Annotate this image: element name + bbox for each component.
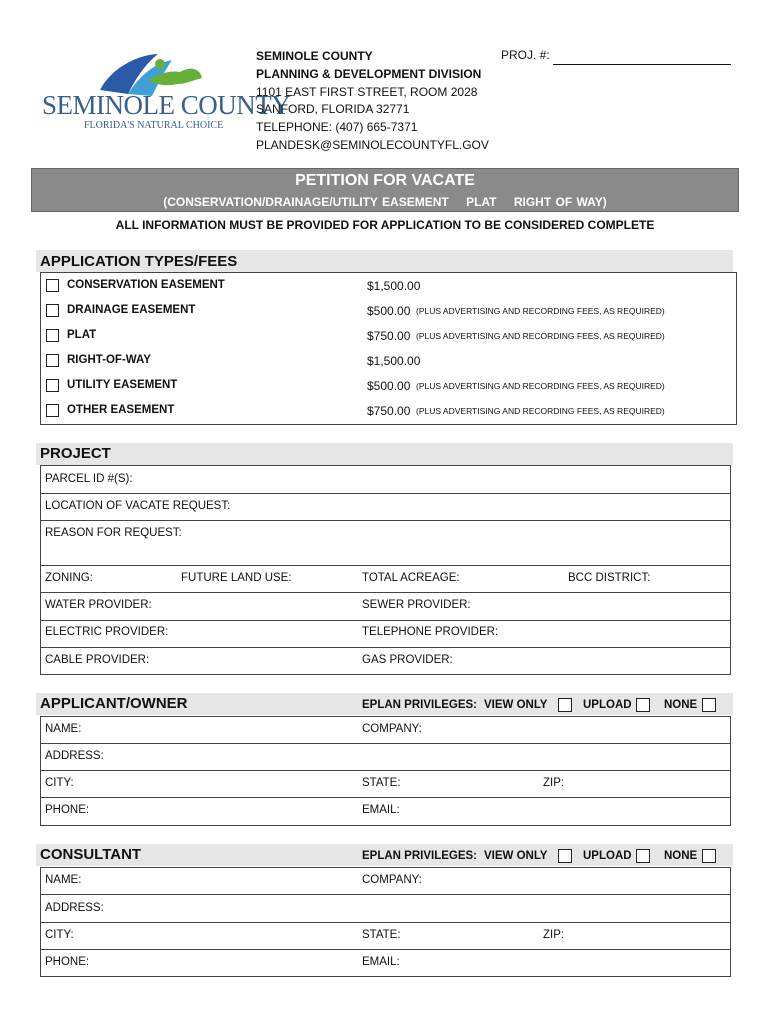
application-type-row [44, 278, 724, 296]
consultant-none-checkbox[interactable] [702, 849, 716, 863]
zoning-field[interactable]: ZONING: [45, 572, 93, 584]
applicant-section-title: APPLICANT/OWNER [40, 695, 188, 712]
consultant-phone-field[interactable]: PHONE: [45, 956, 90, 968]
divider [40, 647, 731, 648]
application-type-name: CONSERVATION EASEMENT [67, 279, 225, 291]
applicant-address-field[interactable]: ADDRESS: [45, 750, 104, 762]
project-section-title: PROJECT [40, 445, 111, 462]
application-section-title: APPLICATION TYPES/FEES [40, 253, 238, 270]
consultant-name-field[interactable]: NAME: [45, 874, 82, 886]
application-type-fee-note: (PLUS ADVERTISING AND RECORDING FEES, AS REQUIRED) [416, 406, 665, 416]
application-type-name: PLAT [67, 329, 97, 341]
divider [40, 922, 731, 923]
org-phone: TELEPHONE: (407) 665-7371 [256, 120, 418, 134]
application-type-checkbox[interactable] [46, 329, 59, 342]
consultant-upload-label: UPLOAD [583, 850, 632, 862]
application-type-row [44, 328, 724, 346]
seminole-county-logo [40, 50, 291, 140]
applicant-zip-field[interactable]: ZIP: [543, 777, 565, 789]
applicant-none-checkbox[interactable] [702, 698, 716, 712]
consultant-view-only-checkbox[interactable] [558, 849, 572, 863]
applicant-name-field[interactable]: NAME: [45, 723, 82, 735]
consultant-email-field[interactable]: EMAIL: [362, 956, 400, 968]
application-type-fee: $750.00 [367, 329, 411, 343]
org-email: PLANDESK@SEMINOLECOUNTYFL.GOV [256, 138, 489, 152]
application-type-fee: $500.00 [367, 304, 411, 318]
application-type-fee: $1,500.00 [367, 354, 421, 368]
cable-provider-field[interactable]: CABLE PROVIDER: [45, 654, 150, 666]
consultant-address-field[interactable]: ADDRESS: [45, 902, 104, 914]
application-type-fee: $500.00 [367, 379, 411, 393]
application-type-name: UTILITY EASEMENT [67, 379, 178, 391]
applicant-view-only-label: VIEW ONLY [484, 699, 548, 711]
application-type-checkbox[interactable] [46, 354, 59, 367]
divider [40, 894, 731, 895]
applicant-phone-field[interactable]: PHONE: [45, 804, 90, 816]
consultant-section-title: CONSULTANT [40, 846, 142, 863]
divider [40, 797, 731, 798]
address-line-1: 1101 EAST FIRST STREET, ROOM 2028 [256, 85, 478, 99]
applicant-upload-label: UPLOAD [583, 699, 632, 711]
consultant-none-label: NONE [664, 850, 698, 862]
applicant-none-label: NONE [664, 699, 698, 711]
divider [40, 520, 731, 521]
application-type-row [44, 303, 724, 321]
application-type-fee: $750.00 [367, 404, 411, 418]
divider [40, 592, 731, 593]
proj-number-label: PROJ. #: [501, 48, 550, 62]
application-type-row [44, 378, 724, 396]
project-box [40, 465, 731, 675]
consultant-company-field[interactable]: COMPANY: [362, 874, 422, 886]
application-type-fee-note: (PLUS ADVERTISING AND RECORDING FEES, AS REQUIRED) [416, 331, 665, 341]
applicant-company-field[interactable]: COMPANY: [362, 723, 422, 735]
project-section-bar [36, 443, 733, 465]
consultant-eplan-label: EPLAN PRIVILEGES: [362, 850, 478, 862]
divider [40, 565, 731, 566]
division-name: PLANNING & DEVELOPMENT DIVISION [256, 67, 482, 81]
application-type-fee-note: (PLUS ADVERTISING AND RECORDING FEES, AS REQUIRED) [416, 306, 665, 316]
consultant-city-field[interactable]: CITY: [45, 929, 74, 941]
application-type-row [44, 353, 724, 371]
consultant-zip-field[interactable]: ZIP: [543, 929, 565, 941]
application-type-fee-note: (PLUS ADVERTISING AND RECORDING FEES, AS REQUIRED) [416, 381, 665, 391]
divider [40, 493, 731, 494]
consultant-view-only-label: VIEW ONLY [484, 850, 548, 862]
applicant-state-field[interactable]: STATE: [362, 777, 401, 789]
parcel-id-field[interactable]: PARCEL ID #(S): [45, 473, 133, 485]
applicant-city-field[interactable]: CITY: [45, 777, 74, 789]
address-line-2: SANFORD, FLORIDA 32771 [256, 102, 410, 116]
application-type-checkbox[interactable] [46, 304, 59, 317]
application-type-checkbox[interactable] [46, 379, 59, 392]
applicant-email-field[interactable]: EMAIL: [362, 804, 400, 816]
proj-number-field[interactable] [553, 50, 731, 65]
total-acreage-field[interactable]: TOTAL ACREAGE: [362, 572, 460, 584]
application-type-checkbox[interactable] [46, 404, 59, 417]
application-type-fee: $1,500.00 [367, 279, 421, 293]
application-type-name: RIGHT-OF-WAY [67, 354, 151, 366]
water-provider-field[interactable]: WATER PROVIDER: [45, 599, 152, 611]
applicant-upload-checkbox[interactable] [636, 698, 650, 712]
divider [40, 770, 731, 771]
logo-name: SEMINOLE COUNTY [42, 90, 291, 120]
consultant-upload-checkbox[interactable] [636, 849, 650, 863]
application-type-name: OTHER EASEMENT [67, 404, 175, 416]
reason-field[interactable]: REASON FOR REQUEST: [45, 527, 182, 539]
application-type-row [44, 403, 724, 421]
application-type-checkbox[interactable] [46, 279, 59, 292]
consultant-state-field[interactable]: STATE: [362, 929, 401, 941]
applicant-view-only-checkbox[interactable] [558, 698, 572, 712]
application-type-name: DRAINAGE EASEMENT [67, 304, 196, 316]
divider [40, 620, 731, 621]
sewer-provider-field[interactable]: SEWER PROVIDER: [362, 599, 471, 611]
electric-provider-field[interactable]: ELECTRIC PROVIDER: [45, 626, 169, 638]
telephone-provider-field[interactable]: TELEPHONE PROVIDER: [362, 626, 499, 638]
form-title: PETITION FOR VACATE [295, 172, 475, 189]
future-land-use-field[interactable]: FUTURE LAND USE: [181, 572, 292, 584]
gas-provider-field[interactable]: GAS PROVIDER: [362, 654, 453, 666]
completeness-notice: ALL INFORMATION MUST BE PROVIDED FOR APPLICATION TO BE CONSIDERED COMPLETE [115, 218, 655, 232]
org-name: SEMINOLE COUNTY [256, 49, 373, 63]
applicant-eplan-label: EPLAN PRIVILEGES: [362, 699, 478, 711]
bcc-district-field[interactable]: BCC DISTRICT: [568, 572, 651, 584]
form-subtitle: (CONSERVATION/DRAINAGE/UTILITY EASEMENT PLAT RIGHT OF WAY) [163, 195, 607, 209]
logo-tagline: FLORIDA'S NATURAL CHOICE [84, 120, 224, 131]
divider [40, 743, 731, 744]
divider [40, 949, 731, 950]
location-field[interactable]: LOCATION OF VACATE REQUEST: [45, 500, 231, 512]
